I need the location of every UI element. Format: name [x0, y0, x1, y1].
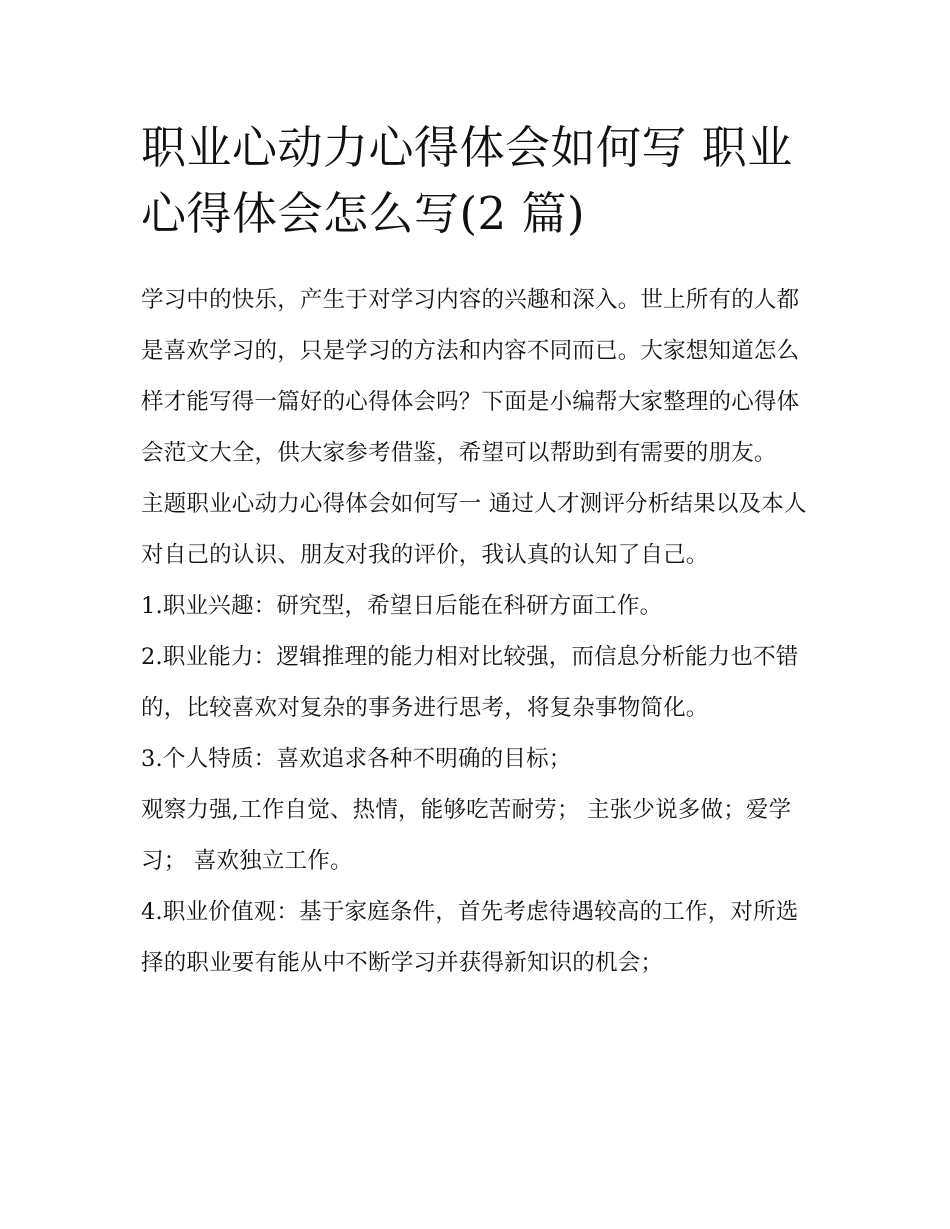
document-title: 职业心动力心得体会如何写 职业心得体会怎么写(2 篇) — [141, 121, 793, 240]
paragraph-traits-detail: 观察力强,工作自觉、热情，能够吃苦耐劳； 主张少说多做；爱学习； 喜欢独立工作。 — [141, 797, 792, 874]
paragraph-personal-traits: 3.个人特质：喜欢追求各种不明确的目标； — [141, 746, 572, 772]
paragraph-career-ability: 2.职业能力：逻辑推理的能力相对比较强，而信息分析能力也不错的，比较喜欢对复杂的事务进行思考，将复杂事物简化。 — [141, 644, 799, 721]
paragraph-career-values: 4.职业价值观：基于家庭条件，首先考虑待遇较高的工作，对所选择的职业要有能从中不断学习并获得新知识的机会； — [141, 899, 799, 976]
paragraph-career-interest: 1.职业兴趣：研究型，希望日后能在科研方面工作。 — [141, 593, 663, 619]
document-body — [141, 115, 821, 989]
paragraph-intro: 学习中的快乐，产生于对学习内容的兴趣和深入。世上所有的人都是喜欢学习的，只是学习的方法和内容不同而已。大家想知道怎么样才能写得一篇好的心得体会吗？下面是小编帮大家整理的心得体会范文大全，供大家参考借鉴，希望可以帮助到有需要的朋友。 — [141, 287, 800, 466]
paragraph-topic: 主题职业心动力心得体会如何写一 通过人才测评分析结果以及本人对自己的认识、朋友对我的评价，我认真的认知了自己。 — [141, 491, 807, 568]
